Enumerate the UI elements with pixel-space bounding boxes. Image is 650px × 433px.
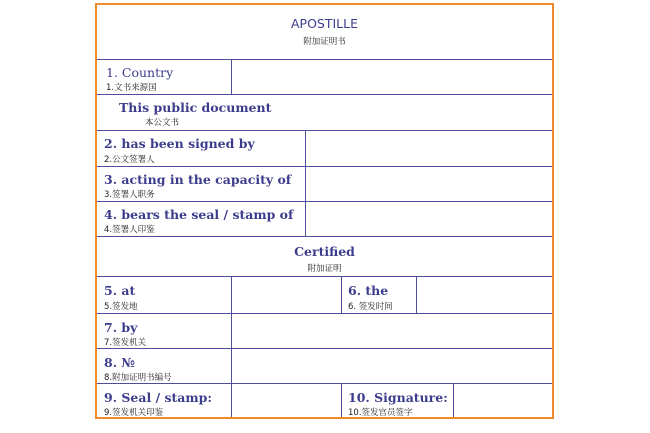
by-row	[97, 314, 552, 349]
certified-heading-chinese: 附加证明	[307, 264, 342, 274]
by-value-field	[231, 314, 552, 348]
public-document-heading: This public document	[119, 100, 272, 115]
apostille-form	[95, 3, 554, 419]
seal-bears-label-chinese: 4.签署人印鉴	[104, 225, 155, 235]
country-label-chinese: 1.文书来源国	[106, 83, 157, 93]
number-label: 8. №	[104, 355, 135, 370]
public-document-row	[97, 95, 552, 131]
signed-by-value-field	[305, 131, 552, 166]
the-cell	[341, 277, 416, 313]
country-label: 1. Country	[106, 65, 174, 80]
at-the-row	[97, 277, 552, 314]
country-value-field	[231, 60, 552, 94]
signature-label-chinese: 10.签发官员签字	[348, 408, 413, 418]
number-value-field	[231, 349, 552, 383]
seal-bears-row	[97, 202, 552, 237]
by-label: 7. by	[104, 320, 138, 335]
signature-value-field	[453, 384, 552, 417]
signature-label: 10. Signature:	[348, 390, 448, 405]
at-label-chinese: 5.签发地	[104, 302, 138, 312]
at-value-field	[231, 277, 341, 313]
country-row	[97, 60, 552, 95]
seal-bears-label: 4. bears the seal / stamp of	[104, 207, 294, 222]
capacity-label-chinese: 3.签署人职务	[104, 190, 155, 200]
certified-row	[97, 237, 552, 277]
the-value-field	[416, 277, 552, 313]
form-title: APOSTILLE	[290, 16, 358, 31]
at-label: 5. at	[104, 283, 136, 298]
certified-heading: Certified	[294, 244, 355, 259]
signed-by-row	[97, 131, 552, 167]
seal-value-field	[231, 384, 341, 417]
title-row	[97, 5, 552, 60]
capacity-label: 3. acting in the capacity of	[104, 172, 292, 187]
number-row	[97, 349, 552, 384]
form-title-chinese: 附加证明书	[303, 37, 346, 47]
signed-by-label: 2. has been signed by	[104, 136, 255, 151]
capacity-row	[97, 167, 552, 202]
capacity-value-field	[305, 167, 552, 201]
signed-by-label-chinese: 2.公文签署人	[104, 155, 155, 165]
public-document-heading-chinese: 本公文书	[145, 118, 180, 128]
signature-cell	[341, 384, 453, 417]
seal-signature-row	[97, 384, 552, 417]
seal-label-chinese: 9.签发机关印鉴	[104, 408, 164, 418]
number-label-chinese: 8.附加证明书编号	[104, 373, 172, 383]
seal-label: 9. Seal / stamp:	[104, 390, 212, 405]
by-label-chinese: 7.签发机关	[104, 338, 147, 348]
the-label-chinese: 6. 签发时间	[348, 302, 393, 312]
the-label: 6. the	[348, 283, 389, 298]
seal-bears-value-field	[305, 202, 552, 236]
